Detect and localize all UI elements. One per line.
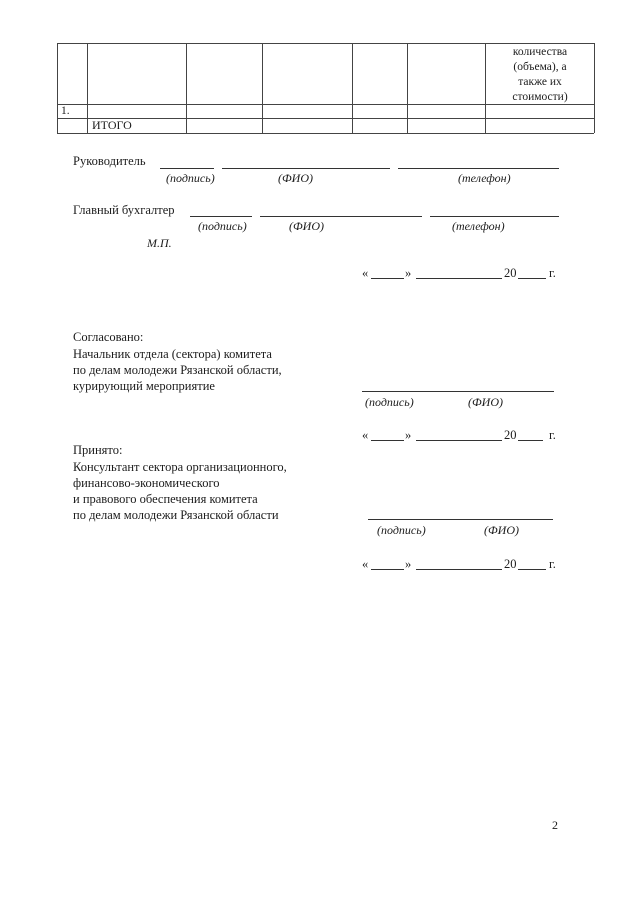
date-open-quote: «: [362, 266, 369, 280]
accountant-signature-caption: (подпись): [198, 219, 247, 233]
header-line: (объема), а: [513, 61, 567, 73]
accountant-name-line: [260, 216, 422, 217]
head-phone-caption: (телефон): [458, 171, 511, 185]
page-number: 2: [552, 818, 558, 832]
date-day-blank: [371, 569, 404, 570]
table-border-bottom: [57, 133, 594, 134]
accepted-line: Консультант сектора организационного,: [73, 460, 287, 474]
accepted-line: по делам молодежи Рязанской области: [73, 508, 279, 522]
head-phone-line: [398, 168, 559, 169]
head-name-caption: (ФИО): [278, 171, 313, 185]
date-day-blank: [371, 440, 404, 441]
head-signature-caption: (подпись): [166, 171, 215, 185]
approved-signature-line: [362, 391, 554, 392]
accountant-name-caption: (ФИО): [289, 219, 324, 233]
date-year-blank: [518, 440, 543, 441]
date-close-quote: »: [405, 428, 412, 442]
date-day-blank: [371, 278, 404, 279]
table-col-border: [87, 43, 88, 133]
date-year-blank: [518, 569, 546, 570]
date-year-suffix: г.: [549, 557, 556, 571]
date-year-blank: [518, 278, 546, 279]
date-year-prefix: 20: [504, 266, 517, 280]
table-col-border: [407, 43, 408, 133]
table-col-border: [186, 43, 187, 133]
accepted-line: и правового обеспечения комитета: [73, 492, 258, 506]
accountant-phone-line: [430, 216, 559, 217]
accepted-name-caption: (ФИО): [484, 523, 519, 537]
date-close-quote: »: [405, 557, 412, 571]
accepted-signature-caption: (подпись): [377, 523, 426, 537]
date-month-blank: [416, 569, 502, 570]
table-row-divider: [57, 118, 594, 119]
accepted-signature-line: [368, 519, 553, 520]
date-year-prefix: 20: [504, 428, 517, 442]
table-header-cell: [487, 45, 593, 105]
date-month-blank: [416, 440, 502, 441]
table-col-border: [594, 43, 595, 133]
table-border-top: [57, 43, 594, 44]
date-year-suffix: г.: [549, 428, 556, 442]
accepted-title: Принято:: [73, 443, 123, 457]
stamp-placeholder: М.П.: [147, 236, 172, 250]
accepted-line: финансово-экономического: [73, 476, 220, 490]
header-line: также их: [518, 76, 562, 88]
accountant-signature-line: [190, 216, 252, 217]
date-year-prefix: 20: [504, 557, 517, 571]
date-open-quote: «: [362, 557, 369, 571]
approved-signature-caption: (подпись): [365, 395, 414, 409]
accountant-phone-caption: (телефон): [452, 219, 505, 233]
date-month-blank: [416, 278, 502, 279]
date-close-quote: »: [405, 266, 412, 280]
table-col-border: [262, 43, 263, 133]
table-col-border: [57, 43, 58, 133]
approved-title: Согласовано:: [73, 330, 144, 344]
head-signature-line: [160, 168, 214, 169]
head-name-line: [222, 168, 390, 169]
header-line: стоимости): [512, 91, 568, 103]
table-col-border: [352, 43, 353, 133]
accountant-label: Главный бухгалтер: [73, 203, 175, 217]
approved-name-caption: (ФИО): [468, 395, 503, 409]
approved-line: Начальник отдела (сектора) комитета: [73, 347, 272, 361]
table-col-border: [485, 43, 486, 133]
total-label: ИТОГО: [92, 118, 132, 132]
header-line: количества: [512, 46, 568, 58]
date-open-quote: «: [362, 428, 369, 442]
approved-line: курирующий мероприятие: [73, 379, 215, 393]
approved-line: по делам молодежи Рязанской области,: [73, 363, 282, 377]
date-year-suffix: г.: [549, 266, 556, 280]
head-label: Руководитель: [73, 154, 146, 168]
row-number: 1.: [61, 105, 70, 117]
